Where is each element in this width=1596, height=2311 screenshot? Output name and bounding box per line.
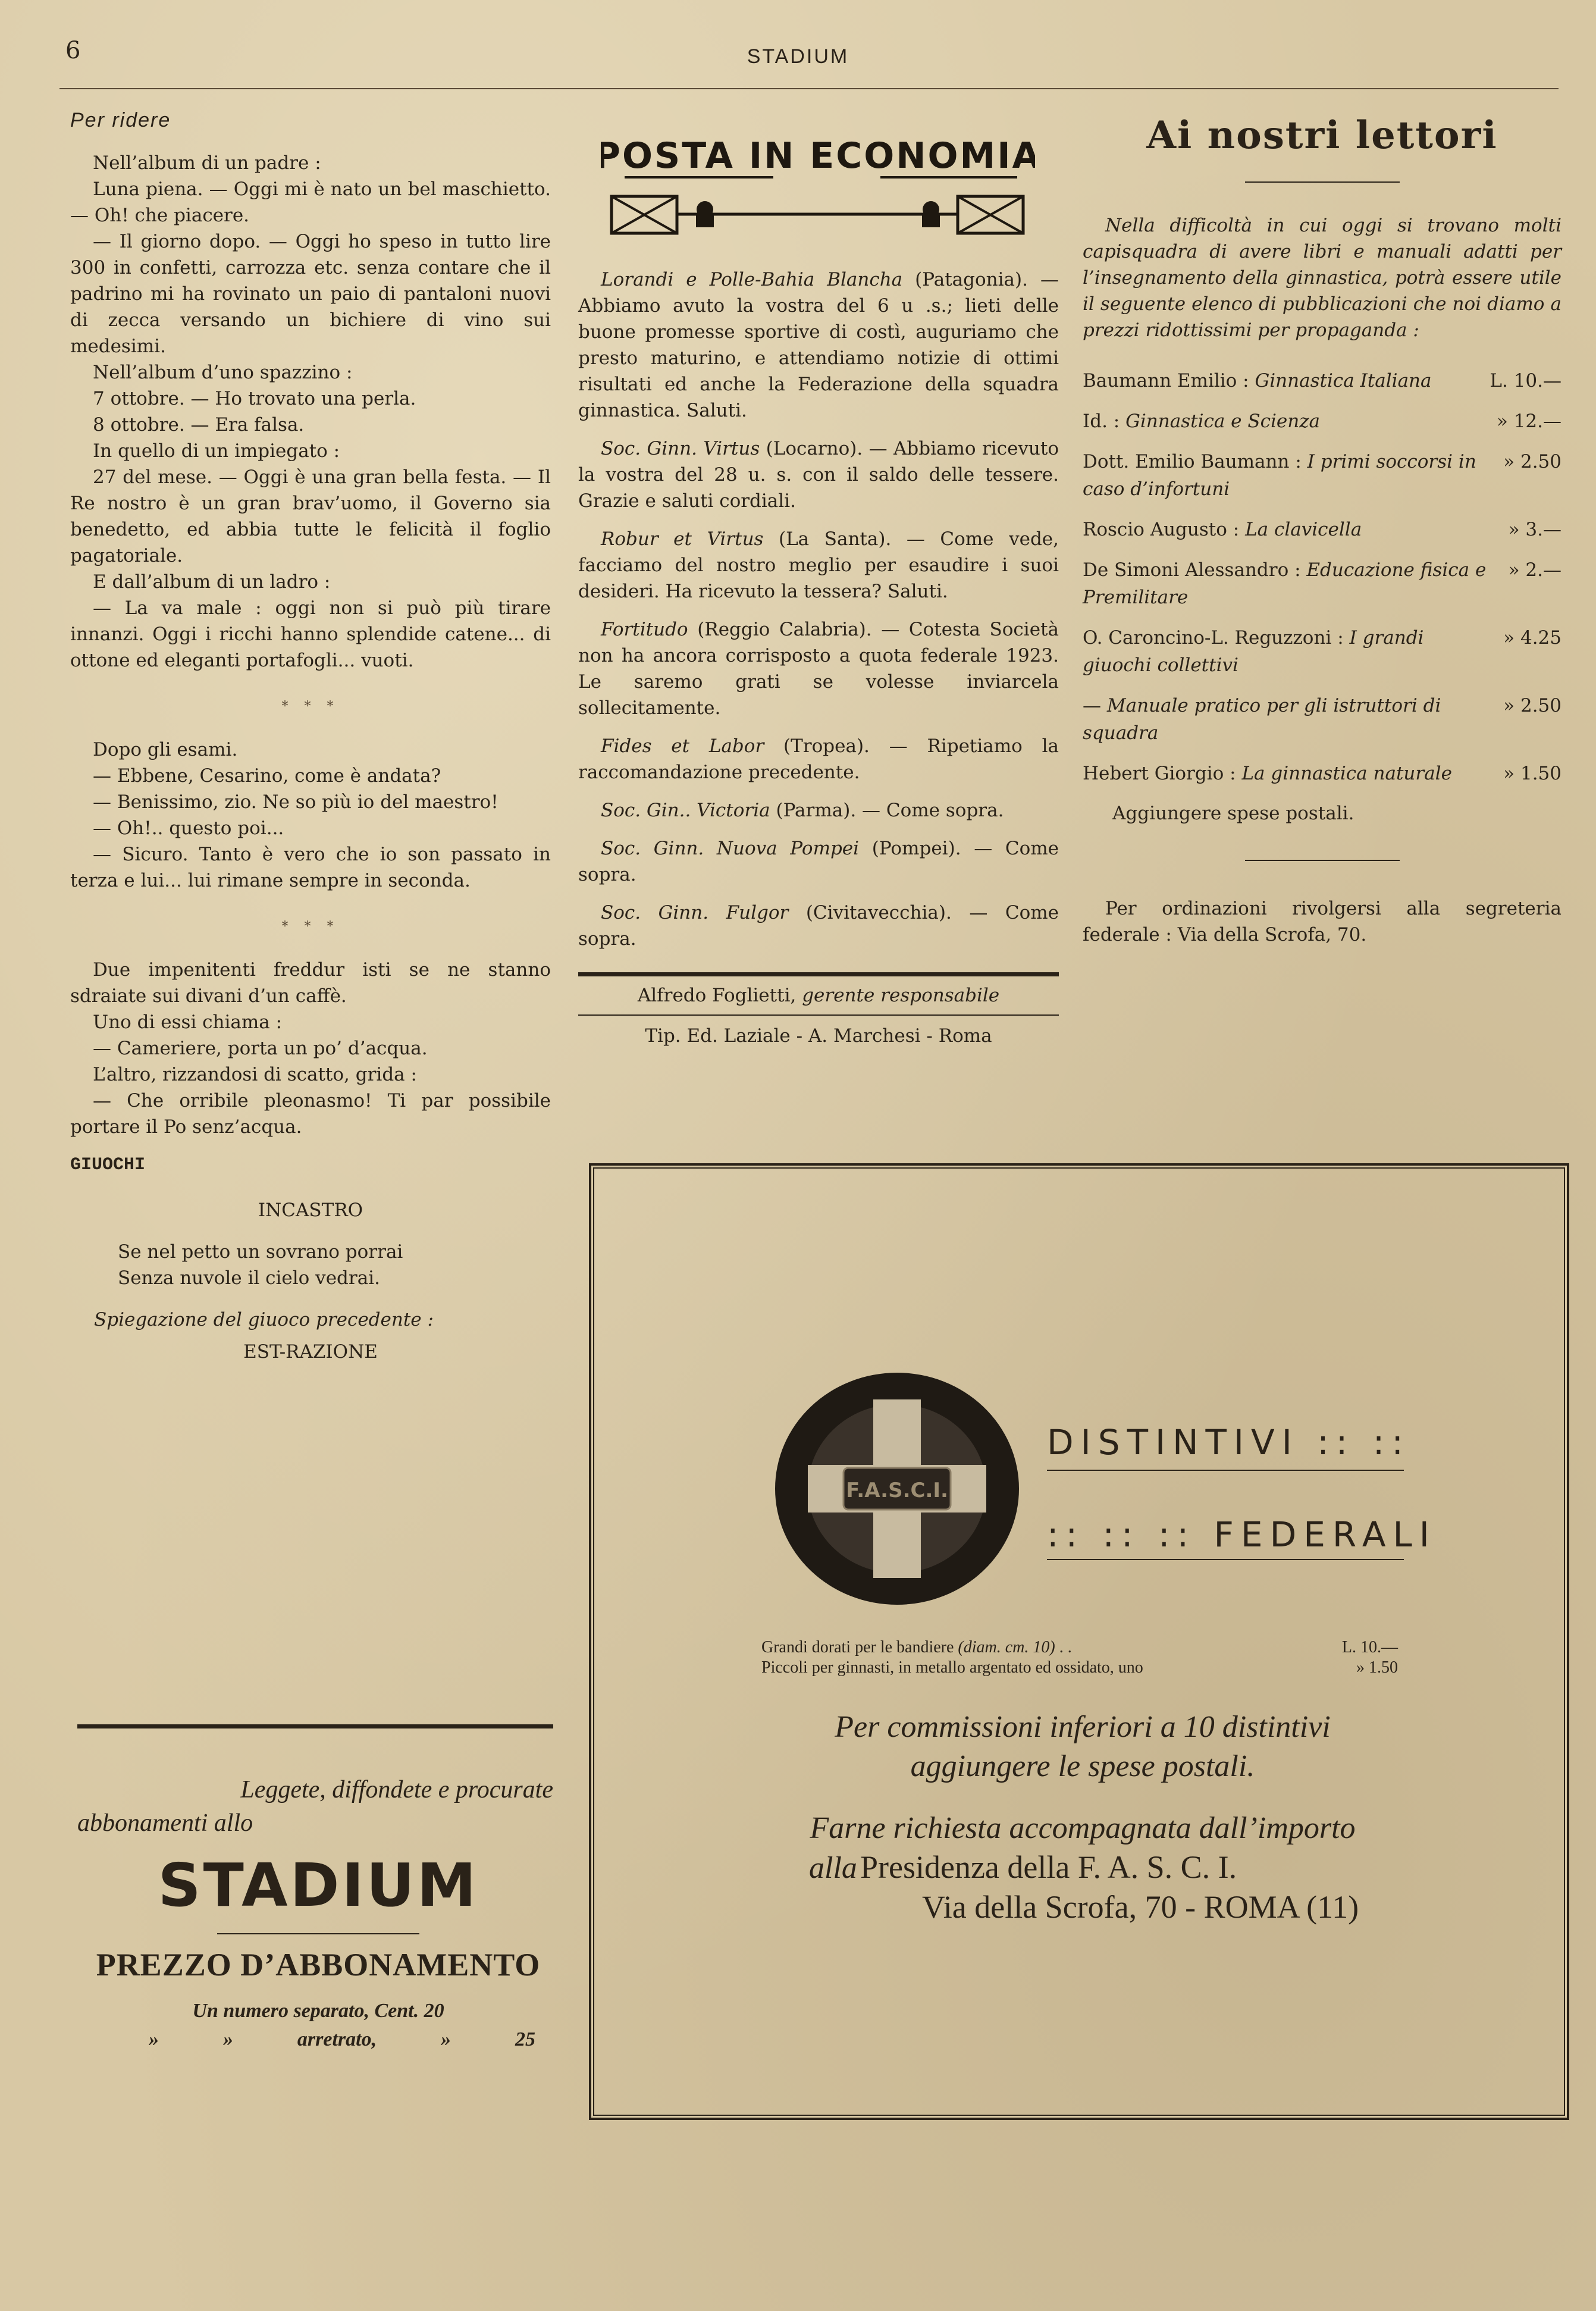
book-price: 2.50 <box>1520 451 1561 472</box>
letter-text: — Come sopra. <box>578 838 1059 885</box>
letter-place: (Patagonia). — <box>902 269 1059 290</box>
promo-lead: Leggete, diffondete e procurate <box>240 1776 553 1803</box>
richiesta-block: Farne richiesta accompagnata dall’importo alla Presidenza della F. A. S. C. I. Via della Scrofa, 70 - ROMA (11) <box>714 1809 1451 1926</box>
incastro-line: Senza nuvole il cielo vedrai. <box>118 1267 380 1289</box>
price-row-back-issue: » » arretrato, » 25 <box>149 2028 535 2050</box>
book-author: Hebert Giorgio : <box>1083 763 1242 784</box>
book-currency: » <box>1503 763 1520 784</box>
posta-logo-drawing <box>601 125 1035 250</box>
book-title: Manuale pratico per gli istruttori di squadra <box>1083 695 1441 744</box>
per-ridere-paragraph: E dall’album di un ladro : <box>93 571 331 593</box>
promo-divider <box>217 1933 419 1934</box>
ordinazioni-text: Per ordinazioni rivolgersi alla segreteria federale : Via della Scrofa, 70. <box>1083 898 1561 945</box>
letter-recipient: Robur et Virtus <box>601 528 764 550</box>
letter-recipient: Fortitudo <box>601 619 688 640</box>
letter-entry <box>578 900 1059 952</box>
per-ridere-title: Per ridere <box>70 109 171 131</box>
letter-place: (Civitavecchia). <box>788 902 952 923</box>
book-price: 10.— <box>1513 370 1561 392</box>
per-ridere-paragraph: Nell’album d’uno spazzino : <box>93 362 353 383</box>
book-entry <box>1083 448 1561 503</box>
book-currency: » <box>1508 559 1526 581</box>
book-author: Dott. Emilio Baumann : <box>1083 451 1307 472</box>
book-title: Educazione fisica e Premilitare <box>1083 559 1487 608</box>
letter-place: (Pompei). <box>859 838 961 859</box>
letter-entry <box>578 267 1059 424</box>
book-entry <box>1083 556 1561 611</box>
distintivi-rule <box>1047 1470 1404 1471</box>
letter-entry <box>578 616 1059 721</box>
letter-entry <box>578 797 1059 823</box>
dialog-line: Dopo gli esami. <box>93 739 238 760</box>
fasci-badge-image <box>772 1370 1022 1608</box>
letter-recipient: Fides et Labor <box>601 735 764 757</box>
freddure-line: — Cameriere, porta un po’ d’acqua. <box>93 1038 428 1059</box>
per-ridere-paragraph: — Il giorno dopo. — Oggi ho speso in tutto lire 300 in confetti, carrozza etc. senza contare che il padrino mi ha rovinato un paio di pantaloni nuovi di zecca versando un bichiere di vino sui medesimi. <box>70 231 551 357</box>
book-entry <box>1083 408 1561 435</box>
promo-rule <box>77 1724 553 1728</box>
prezzo-title: PREZZO D’ABBONAMENTO <box>96 1947 541 1983</box>
tip-rule <box>578 1014 1059 1016</box>
promo-lead: abbonamenti allo <box>77 1809 253 1837</box>
book-author: De Simoni Alessandro : <box>1083 559 1307 581</box>
incastro-line: Se nel petto un sovrano porrai <box>118 1241 403 1263</box>
per-ridere-paragraph: — La va male : oggi non si può più tirare innanzi. Oggi i ricchi hanno splendide catene... di ottone ed eleganti portafogli... vuoti. <box>70 597 551 671</box>
spiegazione-label: Spiegazione del giuoco precedente : <box>94 1309 434 1330</box>
letter-text: — Ripetiamo la raccomandazione precedente. <box>578 735 1059 783</box>
letter-place: (Reggio Calabria). <box>688 619 872 640</box>
book-entry <box>1083 516 1561 543</box>
federali-rule <box>1047 1559 1404 1560</box>
book-list-divider <box>1245 860 1400 861</box>
posta-in-economia-logo <box>601 125 1035 250</box>
book-currency: » <box>1503 627 1520 649</box>
book-title: La ginnastica naturale <box>1241 763 1452 784</box>
book-author: Id. : <box>1083 411 1126 432</box>
book-currency: » <box>1503 451 1520 472</box>
header-rule <box>59 88 1559 89</box>
per-ridere-paragraph: Nell’album di un padre : <box>93 152 321 174</box>
book-price: 4.25 <box>1520 627 1561 649</box>
letter-text: Abbiamo avuto la vostra del 6 u .s.; lieti delle buone promesse sportive di costì, auguriamo che presto maturino, e attendiamo notizie di ottimi risultati ed anche la Federazione della squadra ginnastica. Saluti. <box>578 295 1059 421</box>
postali-note: Aggiungere spese postali. <box>1112 803 1354 824</box>
letter-entry <box>578 436 1059 514</box>
book-price: 1.50 <box>1520 763 1561 784</box>
letter-place: (La Santa). <box>763 528 892 550</box>
spiegazione-answer: EST-RAZIONE <box>243 1341 378 1363</box>
per-ridere-paragraph: 8 ottobre. — Era falsa. <box>93 414 305 436</box>
book-currency: » <box>1508 519 1526 540</box>
subscription-promo <box>77 1773 559 2051</box>
letter-recipient: Soc. Ginn. Virtus <box>601 438 760 459</box>
column-right <box>1083 113 1561 948</box>
letter-text: — Come vede, facciamo del nostro meglio per esaudire i suoi desideri. Ha ricevuto la tessera? Saluti. <box>578 528 1059 602</box>
letter-recipient: Soc. Ginn. Nuova Pompei <box>601 838 860 859</box>
separator-stars: * * * <box>281 699 340 714</box>
freddure-line: Due impenitenti freddur isti se ne stanno sdraiate sui divani d’un caffè. <box>70 959 551 1007</box>
gerente-role: gerente responsabile <box>796 985 1000 1006</box>
price-row-single: Un numero separato, Cent. 20 <box>192 2000 444 2022</box>
giuochi-title: GIUOCHI <box>70 1155 146 1175</box>
book-title: Ginnastica e Scienza <box>1125 411 1321 432</box>
book-title: La clavicella <box>1245 519 1362 540</box>
book-entry <box>1083 760 1561 787</box>
freddure-line: L’altro, rizzandosi di scatto, grida : <box>93 1064 417 1085</box>
gerente-rule <box>578 972 1059 976</box>
freddure-text <box>70 957 551 1140</box>
gerente-line <box>578 982 1059 1009</box>
book-currency: L. <box>1490 370 1514 392</box>
book-author: Baumann Emilio : <box>1083 370 1255 392</box>
incastro-title: INCASTRO <box>258 1200 363 1221</box>
posta-in-economia-letters <box>578 267 1059 1049</box>
commissioni-note: Per commissioni inferiori a 10 distintivi aggiungere le spese postali. <box>835 1710 1331 1783</box>
letter-text: — Come sopra. <box>856 800 1004 821</box>
letter-text: — Cotesta Società non ha ancora corrisposto a quota federale 1923. Le saremo grati se volesse inviarcela sollecitamente. <box>578 619 1059 719</box>
ai-nostri-lettori-title: Ai nostri lettori <box>1146 113 1498 158</box>
gerente-name: Alfredo Foglietti, <box>637 985 797 1006</box>
freddure-line: Uno di essi chiama : <box>93 1012 283 1033</box>
badge-lettering: F.A.S.C.I. <box>846 1479 948 1502</box>
book-author: Roscio Augusto : <box>1083 519 1246 540</box>
book-title: I primi soccorsi in caso d’infortuni <box>1083 451 1476 500</box>
book-author: — <box>1083 695 1107 716</box>
letter-recipient: Soc. Gin.. Victoria <box>601 800 770 821</box>
title-divider <box>1245 181 1400 183</box>
dialog-text <box>70 737 551 894</box>
letter-text: — Abbiamo ricevuto la vostra del 28 u. s. con il saldo delle tessere. Grazie e saluti cordiali. <box>578 438 1059 512</box>
book-list <box>1083 367 1561 787</box>
running-title: STADIUM <box>747 45 849 68</box>
book-entry <box>1083 624 1561 679</box>
per-ridere-paragraph: In quello di un impiegato : <box>93 440 340 462</box>
book-entry <box>1083 367 1561 394</box>
distintivi-title: DISTINTIVI :: :: <box>1047 1422 1410 1463</box>
column-left <box>70 107 551 1365</box>
per-ridere-paragraph: Luna piena. — Oggi mi è nato un bel maschietto. — Oh! che piacere. <box>70 179 551 226</box>
per-ridere-paragraph: 27 del mese. — Oggi è una gran bella festa. — Il Re nostro è un gran brav’uomo, il Governo sia benedetto, ed abbia tutte le felicità il foglio pagatoriale. <box>70 466 551 566</box>
dialog-line: — Sicuro. Tanto è vero che io son passato in terza e lui... lui rimane sempre in seconda. <box>70 844 551 891</box>
presidenza-address: Via della Scrofa, 70 - ROMA (11) <box>922 1889 1359 1925</box>
book-price: 2.— <box>1525 559 1561 581</box>
letter-place: (Tropea). <box>764 735 870 757</box>
distintivi-prices <box>761 1637 1398 1678</box>
dialog-line: — Benissimo, zio. Ne so più io del maestro! <box>93 791 498 813</box>
dialog-line: — Oh!.. questo poi... <box>93 818 284 839</box>
letter-place: (Parma). <box>770 800 857 821</box>
book-title: Ginnastica Italiana <box>1255 370 1432 392</box>
book-price: 2.50 <box>1520 695 1561 716</box>
book-author: O. Caroncino-L. Reguzzoni : <box>1083 627 1350 649</box>
book-entry <box>1083 692 1561 747</box>
letter-text: — Come sopra. <box>578 902 1059 950</box>
letter-recipient: Soc. Ginn. Fulgor <box>601 902 789 923</box>
posta-logo-text: POSTA IN ECONOMIA <box>601 135 1035 177</box>
stadium-title: STADIUM <box>158 1850 479 1920</box>
federali-title: :: :: :: FEDERALI <box>1047 1514 1437 1555</box>
letter-entry <box>578 733 1059 785</box>
per-ridere-paragraph: 7 ottobre. — Ho trovato una perla. <box>93 388 416 409</box>
book-price: 3.— <box>1525 519 1561 540</box>
page-number: 6 <box>65 37 81 64</box>
letter-entry <box>578 835 1059 888</box>
letter-entry <box>578 526 1059 605</box>
letter-place: (Locarno). <box>760 438 863 459</box>
separator-stars: * * * <box>281 919 340 934</box>
lettori-intro: Nella difficoltà in cui oggi si trovano molti capisquadra di avere libri e manuali adatti per l’insegnamento della ginnastica, potrà essere utile il seguente elenco di pubblicazioni che noi diamo a prezzi ridottissimi per propaganda : <box>1083 215 1561 341</box>
book-price: 12.— <box>1513 411 1561 432</box>
dialog-line: — Ebbene, Cesarino, come è andata? <box>93 765 441 787</box>
tipografia-line: Tip. Ed. Laziale - A. Marchesi - Roma <box>645 1025 992 1047</box>
book-currency: » <box>1496 411 1514 432</box>
per-ridere-text <box>70 150 551 674</box>
price-large-badge: Grandi dorati per le bandiere (diam. cm. 10) . . L. 10.— <box>761 1638 1398 1656</box>
book-title: I grandi giuochi collettivi <box>1083 627 1424 676</box>
letter-recipient: Lorandi e Polle-Bahia Blancha <box>601 269 903 290</box>
freddure-line: — Che orribile pleonasmo! Ti par possibile portare il Po senz’acqua. <box>70 1090 551 1138</box>
price-small-badge: Piccoli per ginnasti, in metallo argentato ed ossidato, uno » 1.50 <box>761 1658 1398 1677</box>
book-currency: » <box>1503 695 1520 716</box>
